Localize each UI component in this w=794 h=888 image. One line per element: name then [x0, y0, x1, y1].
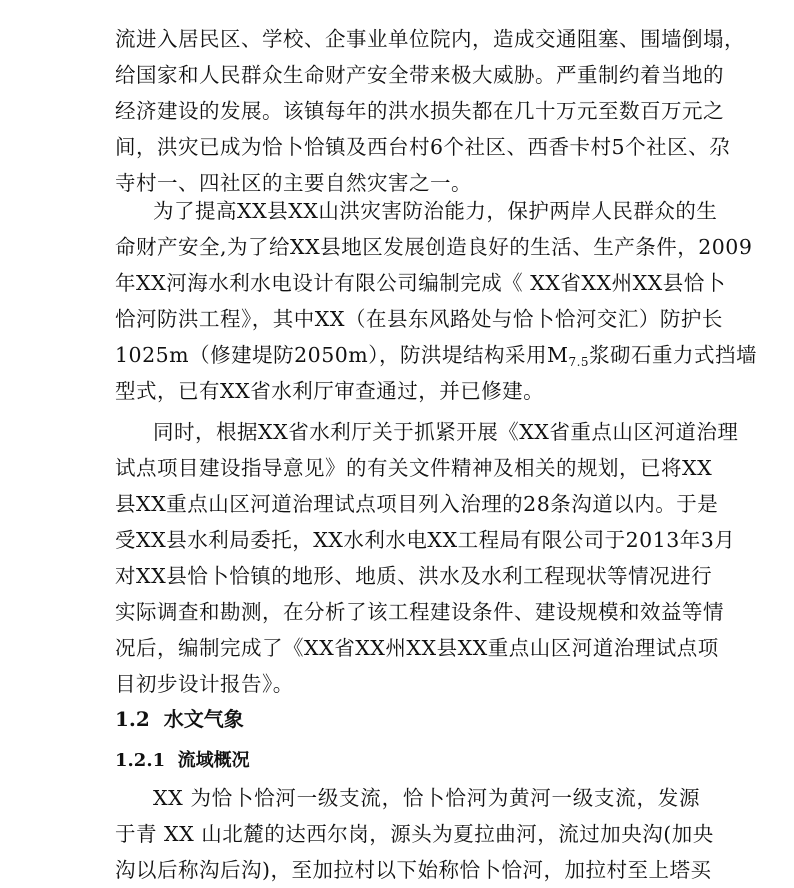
paragraph-line: 间，洪灾已成为恰卜恰镇及西台村6个社区、西香卡村5个社区、尕 [115, 135, 731, 159]
line-text: 1025m（修建堤防2050m），防洪堤结构采用M [115, 343, 569, 367]
paragraph-line: 恰河防洪工程》，其中XX（在县东风路处与恰卜恰河交汇）防护长 [115, 307, 723, 331]
subsection-title: 流域概况 [177, 750, 250, 771]
paragraph-line: 试点项目建设指导意见》的有关文件精神及相关的规划，已将XX [115, 456, 713, 480]
paragraph-line: 目初步设计报告》。 [115, 672, 294, 696]
paragraph-line: 同时，根据XX省水利厅关于抓紧开展《XX省重点山区河道治理 [153, 420, 739, 444]
section-heading [115, 704, 244, 734]
subsection-heading [115, 747, 250, 775]
paragraph-line: XX 为恰卜恰河一级支流，恰卜恰河为黄河一级支流，发源 [153, 786, 700, 810]
paragraph-line: 县XX重点山区河道治理试点项目列入治理的28条沟道以内。于是 [115, 492, 719, 516]
paragraph-line: 年XX河海水利水电设计有限公司编制完成《 XX省XX州XX县恰卜 [115, 271, 726, 295]
paragraph-line: 型式，已有XX省水利厅审查通过，并已修建。 [115, 379, 545, 403]
subsection-number: 1.2.1 [115, 750, 166, 771]
paragraph-line: 况后，编制完成了《XX省XX州XX县XX重点山区河道治理试点项 [115, 636, 719, 660]
section-number: 1.2 [115, 707, 150, 731]
line-text: 浆砌石重力式挡墙 [589, 343, 758, 367]
paragraph-line: 受XX县水利局委托，XX水利水电XX工程局有限公司于2013年3月 [115, 528, 736, 552]
paragraph-line: 为了提高XX县XX山洪灾害防治能力，保护两岸人民群众的生 [153, 199, 718, 223]
paragraph-line: 命财产安全,为了给XX县地区发展创造良好的生活、生产条件，2009 [115, 235, 753, 259]
paragraph-line: 流进入居民区、学校、企事业单位院内，造成交通阻塞、围墙倒塌， [115, 27, 745, 51]
paragraph-line: 实际调查和勘测，在分析了该工程建设条件、建设规模和效益等情 [115, 600, 724, 624]
paragraph-line: 对XX县恰卜恰镇的地形、地质、洪水及水利工程现状等情况进行 [115, 564, 713, 588]
subscript-text: 7.5 [568, 355, 590, 369]
paragraph-line-with-subscript [115, 337, 758, 373]
paragraph-line: 给国家和人民群众生命财产安全带来极大威胁。严重制约着当地的 [115, 63, 724, 87]
paragraph-line: 于青 XX 山北麓的达西尔岗，源头为夏拉曲河，流过加央沟(加央 [115, 822, 714, 846]
paragraph-line: 沟以后称沟后沟)，至加拉村以下始称恰卜恰河，加拉村至上塔买 [115, 858, 712, 882]
paragraph-line: 寺村一、四社区的主要自然灾害之一。 [115, 171, 472, 195]
section-title: 水文气象 [163, 707, 244, 731]
paragraph-line: 经济建设的发展。该镇每年的洪水损失都在几十万元至数百万元之 [115, 99, 724, 123]
